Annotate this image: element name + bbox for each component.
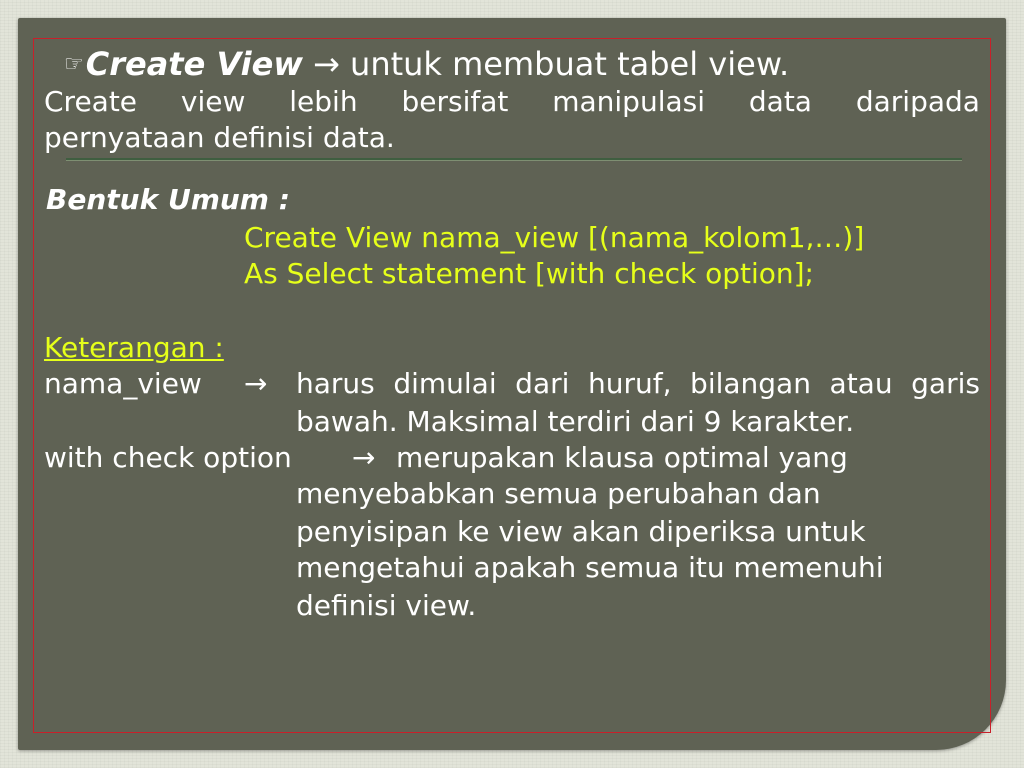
note-word: bilangan <box>690 367 811 400</box>
note-term-with-check-option: with check option <box>44 441 292 474</box>
paragraph-word: Create <box>44 85 138 118</box>
paragraph-word: lebih <box>289 85 358 118</box>
paragraph-word: data <box>748 85 812 118</box>
note-arrow-2: → <box>352 441 376 474</box>
paragraph-word: daripada <box>855 85 980 118</box>
paragraph-word: manipulasi <box>552 85 706 118</box>
note-word: harus <box>296 367 375 400</box>
note-desc-2-line-4: mengetahui apakah semua itu memenuhi <box>296 551 884 584</box>
note-word: atau <box>829 367 893 400</box>
intro-description: untuk membuat tabel view. <box>350 45 790 83</box>
syntax-line-2: As Select statement [with check option]; <box>244 257 814 290</box>
paragraph-word: bersifat <box>401 85 509 118</box>
pointing-hand-icon: ☞ <box>64 52 84 77</box>
general-form-heading: Bentuk Umum : <box>46 183 290 216</box>
intro-term: Create View <box>85 45 303 83</box>
note-desc-2-line-5: definisi view. <box>296 589 477 622</box>
intro-arrow: → <box>313 45 340 83</box>
note-desc-2-line-3: penyisipan ke view akan diperiksa untuk <box>296 515 866 548</box>
note-desc-1-line-1 <box>296 366 980 402</box>
note-word: dari <box>515 367 570 400</box>
note-word: huruf, <box>587 367 672 400</box>
note-desc-1-line-2: bawah. Maksimal terdiri dari 9 karakter. <box>296 405 855 438</box>
note-term-nama-view: nama_view <box>44 367 202 400</box>
syntax-line-1: Create View nama_view [(nama_kolom1,…)] <box>244 221 865 254</box>
notes-heading: Keterangan : <box>44 331 224 364</box>
note-arrow-1: → <box>244 367 268 400</box>
note-desc-2-line-2: menyebabkan semua perubahan dan <box>296 477 821 510</box>
section-divider <box>66 158 962 161</box>
note-word: garis <box>911 367 980 400</box>
paragraph-word: view <box>180 85 246 118</box>
note-word: dimulai <box>393 367 497 400</box>
paragraph-line-2: pernyataan definisi data. <box>44 121 395 154</box>
intro-line <box>64 44 789 85</box>
note-desc-2-line-1: merupakan klausa optimal yang <box>396 441 848 474</box>
paragraph-line-1 <box>44 84 980 120</box>
